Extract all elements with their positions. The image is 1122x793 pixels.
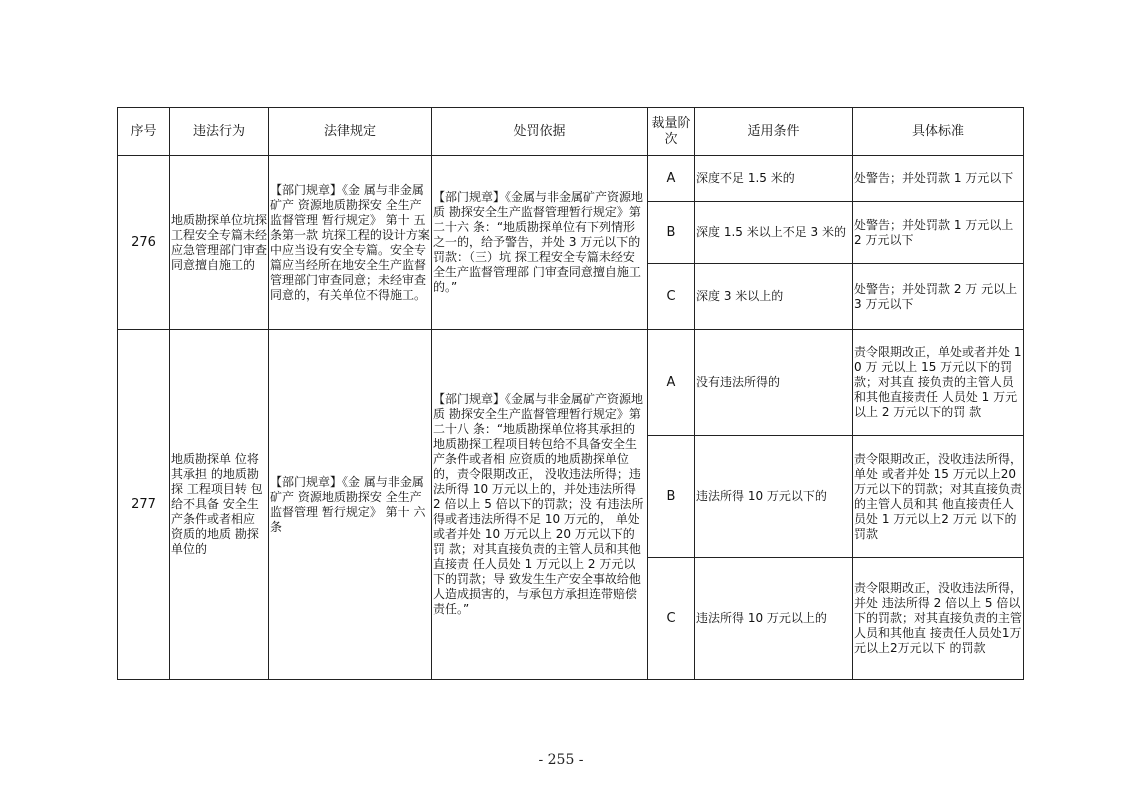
row-condition: 深度不足 1.5 米的 xyxy=(695,156,853,202)
header-applicable-condition: 适用条件 xyxy=(695,108,853,156)
page-number: - 255 - xyxy=(538,752,584,768)
row-level: A xyxy=(648,156,695,202)
row-seq: 277 xyxy=(118,330,170,680)
row-penalty-basis: 【部门规章】《金属与非金属矿产资源地质 勘探安全生产监督管理暂行规定》第二十八 条：“地质勘探单位将其承担的地质勘探工程项目转包给不具备安全生产条件或者相 应资质的地质勘探单位的，责令限期改正， 没收违法所得；违法所得 10 万元以上的，并处违法所得 2 倍以上 5 倍以下的罚款；没 有违法所得或者违法所得不足 10 万元的， 单处或者并处 10 万元以上 20 万元以下的罚 款；对其直接负责的主管人员和其他直接责 任人员处 1 万元以上 2 万元以下的罚款；导 致发生生产安全事故给他人造成损害的，与承包方承担连带赔偿责任。” xyxy=(432,330,648,680)
row-level: B xyxy=(648,436,695,558)
row-violation: 地质勘探单位坑探工程安全专篇未经应急管理部门审查同意擅自施工的 xyxy=(170,156,269,330)
row-condition: 违法所得 10 万元以下的 xyxy=(695,436,853,558)
row-level: C xyxy=(648,558,695,680)
table-row xyxy=(118,330,1024,436)
row-standard: 处警告；并处罚款 2 万 元以上 3 万元以下 xyxy=(853,264,1024,330)
penalty-table xyxy=(117,107,1024,680)
row-standard: 责令限期改正，单处或者并处 10 万 元以上 15 万元以下的罚款；对其直 接负责的主管人员和其他直接责任 人员处 1 万元以上 2 万元以下的罚 款 xyxy=(853,330,1024,436)
row-standard: 处警告；并处罚款 1 万元以上 2 万元以下 xyxy=(853,202,1024,264)
row-condition: 深度 1.5 米以上不足 3 米的 xyxy=(695,202,853,264)
row-condition: 违法所得 10 万元以上的 xyxy=(695,558,853,680)
header-discretion-level: 裁量阶次 xyxy=(648,108,695,156)
header-specific-standard: 具体标准 xyxy=(853,108,1024,156)
header-row xyxy=(118,108,1024,156)
row-legal-provision: 【部门规章】《金 属与非金属矿产 资源地质勘探安 全生产监督管理 暂行规定》 第十 六条 xyxy=(269,330,432,680)
row-condition: 没有违法所得的 xyxy=(695,330,853,436)
row-legal-provision: 【部门规章】《金 属与非金属矿产 资源地质勘探安 全生产监督管理 暂行规定》 第十 五条第一款 坑探工程的设计方案中应当设有安全专篇。安全专篇应当经所在地安全生产监督管理部门审查同意；未经审查同意的，有关单位不得施工。 xyxy=(269,156,432,330)
row-level: A xyxy=(648,330,695,436)
header-seq: 序号 xyxy=(118,108,170,156)
table-row xyxy=(118,156,1024,202)
header-legal-provision: 法律规定 xyxy=(269,108,432,156)
row-standard: 责令限期改正，没收违法所得，单处 或者并处 15 万元以上20 万元以下的罚款；对其直接负责的主管人员和其 他直接责任人员处 1 万元以上2 万元 以下的罚款 xyxy=(853,436,1024,558)
row-level: C xyxy=(648,264,695,330)
row-seq: 276 xyxy=(118,156,170,330)
header-penalty-basis: 处罚依据 xyxy=(432,108,648,156)
row-standard: 处警告；并处罚款 1 万元以下 xyxy=(853,156,1024,202)
row-level: B xyxy=(648,202,695,264)
row-standard: 责令限期改正，没收违法所得，并处 违法所得 2 倍以上 5 倍以下的罚款；对其直接负责的主管人员和其他直 接责任人员处1万元以上2万元以下 的罚款 xyxy=(853,558,1024,680)
row-violation: 地质勘探单 位将其承担 的地质勘探 工程项目转 包给不具备 安全生产条件或者相应 资质的地质 勘探单位的 xyxy=(170,330,269,680)
row-condition: 深度 3 米以上的 xyxy=(695,264,853,330)
header-violation: 违法行为 xyxy=(170,108,269,156)
row-penalty-basis: 【部门规章】《金属与非金属矿产资源地质 勘探安全生产监督管理暂行规定》第二十六 条：“地质勘探单位有下列情形之一的，给予警告，并处 3 万元以下的罚款：（三）坑 探工程安全专篇未经安全生产监督管理部 门审查同意擅自施工的。” xyxy=(432,156,648,330)
